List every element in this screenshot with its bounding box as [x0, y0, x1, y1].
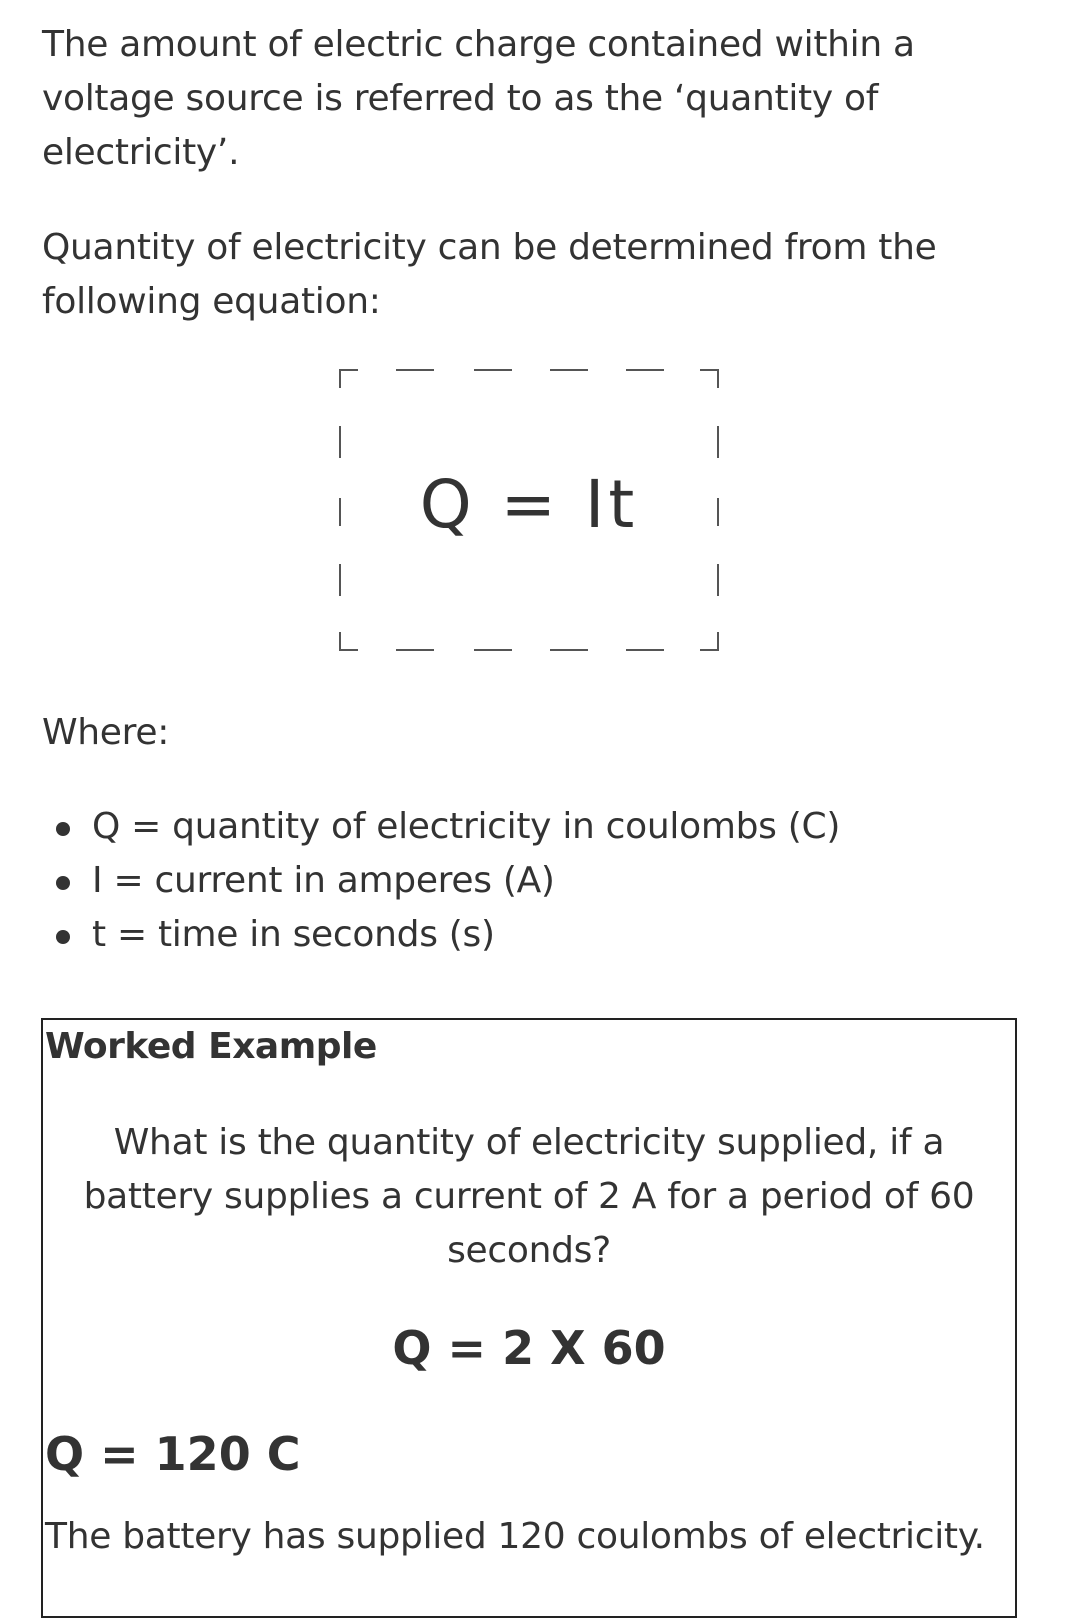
where-label: Where: — [42, 712, 170, 753]
worked-example-result: Q = 120 C — [45, 1427, 301, 1481]
intro-paragraph-2: Quantity of electricity can be determined from the following equation: — [42, 227, 937, 322]
list-item: I = current in amperes (A) — [42, 854, 840, 908]
worked-example-step: Q = 2 X 60 — [392, 1321, 666, 1375]
worked-example-box — [41, 1018, 1017, 1618]
equation-box — [338, 368, 720, 652]
worked-example-question: What is the quantity of electricity supplied, if a battery supplies a current of 2 A for a period of 60 seconds? — [83, 1122, 975, 1271]
intro-paragraph-1: The amount of electric charge contained within a voltage source is referred to as the ‘quantity of electricity’. — [42, 24, 915, 173]
list-item: t = time in seconds (s) — [42, 908, 840, 962]
worked-example-heading: Worked Example — [45, 1026, 377, 1067]
equation-formula: Q = It — [419, 465, 639, 543]
worked-example-conclusion: The battery has supplied 120 coulombs of electricity. — [45, 1516, 985, 1557]
definition-list — [42, 800, 840, 962]
list-item: Q = quantity of electricity in coulombs (C) — [42, 800, 840, 854]
